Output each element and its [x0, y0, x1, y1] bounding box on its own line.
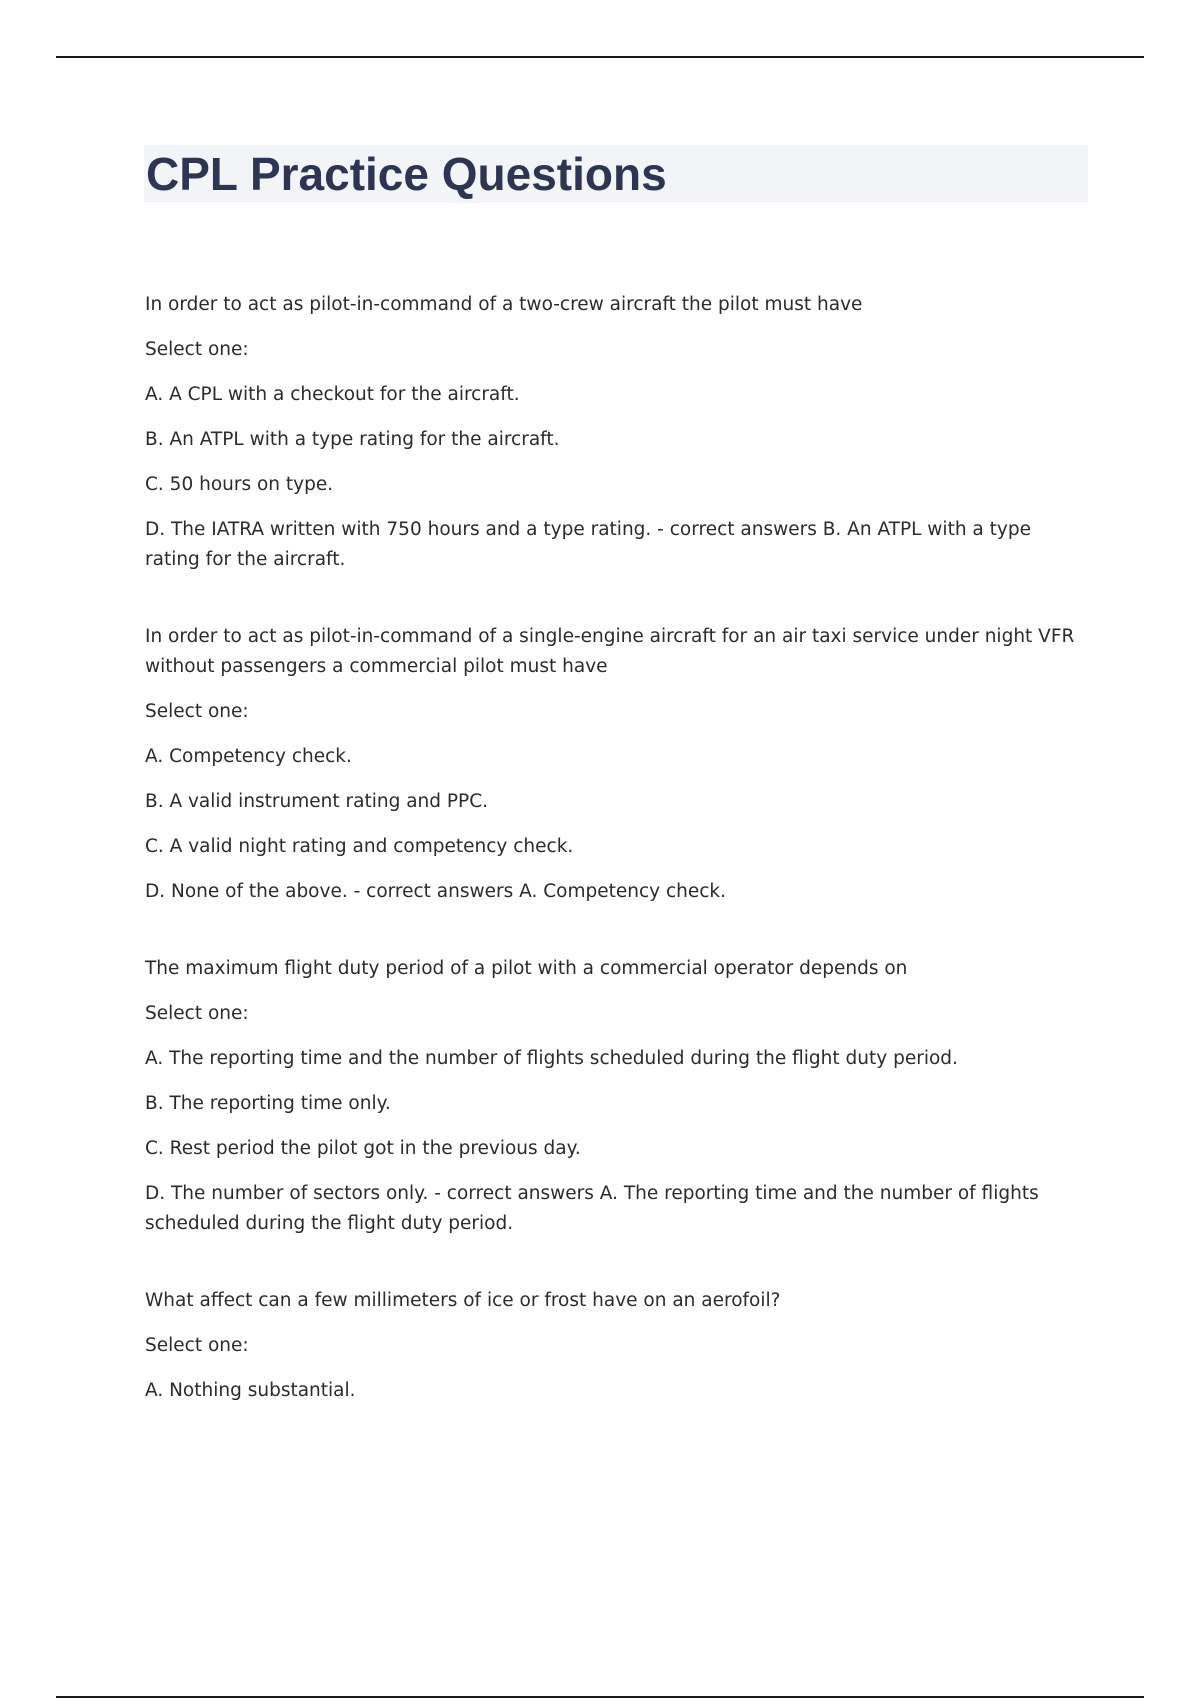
option-a: A. Competency check.: [145, 746, 352, 767]
option-a: A. Nothing substantial.: [145, 1380, 356, 1401]
question-text: In order to act as pilot-in-command of a single-engine aircraft for an air taxi service under night VFR without passengers a commercial pilot must have: [145, 626, 1075, 677]
question-text: What affect can a few millimeters of ice or frost have on an aerofoil?: [145, 1290, 781, 1311]
option-d-with-answer: D. None of the above. - correct answers A. Competency check.: [145, 881, 727, 902]
page-title: CPL Practice Questions: [146, 148, 667, 200]
option-a: A. The reporting time and the number of flights scheduled during the flight duty period.: [145, 1048, 958, 1069]
option-b: B. A valid instrument rating and PPC.: [145, 791, 489, 812]
option-a: A. A CPL with a checkout for the aircraft.: [145, 384, 520, 405]
top-divider: [56, 56, 1144, 58]
question-1: [145, 290, 1075, 575]
question-list: [145, 290, 1075, 1453]
select-one-label: Select one:: [145, 701, 249, 722]
select-one-label: Select one:: [145, 339, 249, 360]
question-3: [145, 954, 1075, 1239]
question-4: [145, 1286, 1075, 1406]
question-text: The maximum flight duty period of a pilot with a commercial operator depends on: [145, 958, 908, 979]
bottom-divider: [56, 1696, 1144, 1698]
option-c: C. Rest period the pilot got in the previous day.: [145, 1138, 581, 1159]
option-d-with-answer: D. The IATRA written with 750 hours and a type rating. - correct answers B. An ATPL with a type rating for the aircraft.: [145, 519, 1031, 570]
option-d-with-answer: D. The number of sectors only. - correct answers A. The reporting time and the number of flights scheduled during the flight duty period.: [145, 1183, 1039, 1234]
select-one-label: Select one:: [145, 1335, 249, 1356]
option-c: C. A valid night rating and competency check.: [145, 836, 574, 857]
option-b: B. The reporting time only.: [145, 1093, 391, 1114]
option-b: B. An ATPL with a type rating for the aircraft.: [145, 429, 560, 450]
question-text: In order to act as pilot-in-command of a two-crew aircraft the pilot must have: [145, 294, 863, 315]
select-one-label: Select one:: [145, 1003, 249, 1024]
question-2: [145, 622, 1075, 907]
option-c: C. 50 hours on type.: [145, 474, 334, 495]
